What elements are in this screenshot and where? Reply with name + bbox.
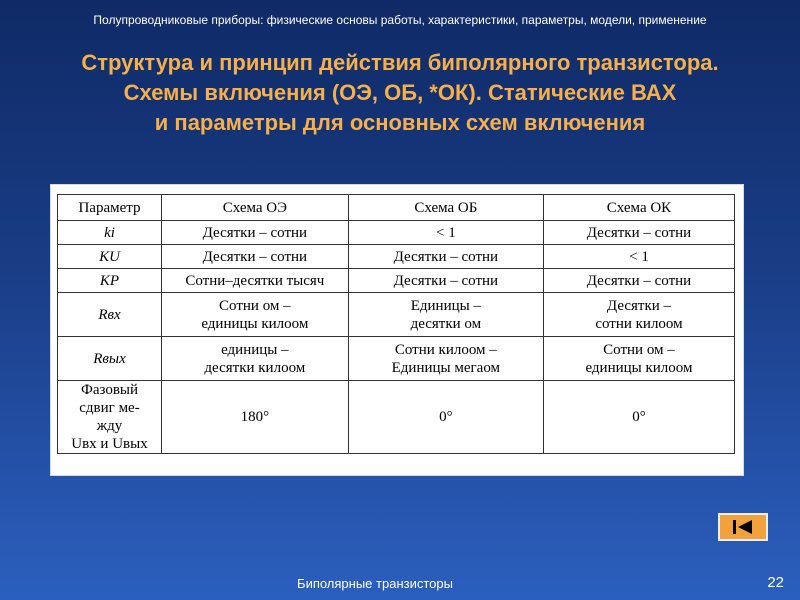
param-cell: Фазовый сдвиг ме- жду Uвх и Uвых: [58, 381, 162, 454]
title-line-3: и параметры для основных схем включения: [154, 110, 646, 135]
column-header-parameter: Параметр: [58, 195, 162, 221]
column-header-ob: Схема ОБ: [348, 195, 543, 221]
value-cell: Сотни килоом – Единицы мегаом: [348, 337, 543, 381]
value-cell: < 1: [348, 221, 543, 245]
value-cell: Десятки – сотни: [543, 269, 734, 293]
param-cell: ki: [58, 221, 162, 245]
value-cell: 180°: [161, 381, 348, 454]
table-row: [58, 337, 735, 381]
table-row: [58, 269, 735, 293]
parameters-table: [57, 194, 735, 454]
value-cell: Десятки – сотни: [348, 245, 543, 269]
param-cell: KP: [58, 269, 162, 293]
title-line-2: Схемы включения (ОЭ, ОБ, *ОК). Статические ВАХ: [123, 80, 677, 105]
value-cell: Единицы – десятки ом: [348, 293, 543, 337]
parameters-table-card: [50, 184, 744, 476]
skip-to-first-icon: [730, 518, 756, 536]
value-cell: 0°: [348, 381, 543, 454]
value-cell: Десятки – сотни: [161, 245, 348, 269]
value-cell: Сотни–десятки тысяч: [161, 269, 348, 293]
table-row: [58, 221, 735, 245]
column-header-oe: Схема ОЭ: [161, 195, 348, 221]
param-cell: KU: [58, 245, 162, 269]
slide-title: [0, 48, 800, 138]
value-cell: 0°: [543, 381, 734, 454]
value-cell: Сотни ом – единицы килоом: [161, 293, 348, 337]
title-line-1: Структура и принцип действия биполярного транзистора.: [81, 50, 719, 75]
first-slide-button[interactable]: [718, 513, 768, 541]
page-number: 22: [767, 574, 784, 591]
value-cell: Десятки – сотни: [543, 221, 734, 245]
value-cell: Десятки – сотни килоом: [543, 293, 734, 337]
value-cell: единицы – десятки килоом: [161, 337, 348, 381]
table-row: [58, 245, 735, 269]
param-cell: Rвых: [58, 337, 162, 381]
param-cell: Rвх: [58, 293, 162, 337]
value-cell: Десятки – сотни: [348, 269, 543, 293]
table-row: [58, 293, 735, 337]
value-cell: < 1: [543, 245, 734, 269]
presentation-header: Полупроводниковые приборы: физические основы работы, характеристики, параметры, модели, применение: [93, 13, 707, 27]
table-header-row: [58, 195, 735, 221]
column-header-ok: Схема ОК: [543, 195, 734, 221]
value-cell: Сотни ом – единицы килоом: [543, 337, 734, 381]
table-row: [58, 381, 735, 454]
footer-title: Биполярные транзисторы: [297, 576, 453, 591]
value-cell: Десятки – сотни: [161, 221, 348, 245]
